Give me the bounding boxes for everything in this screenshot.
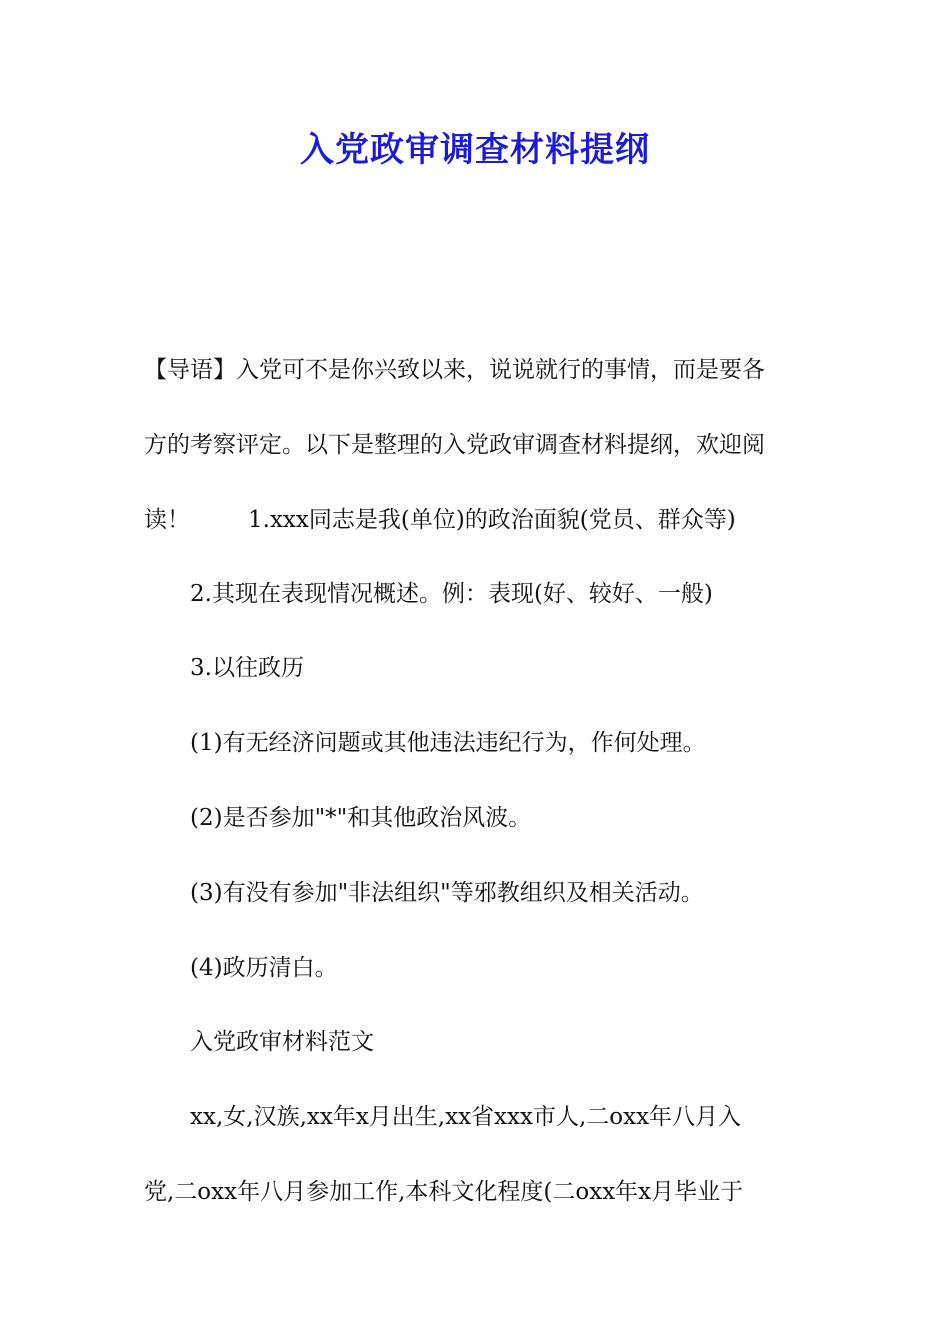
paragraph-sub-1: (1)有无经济问题或其他违法违纪行为，作何处理。: [190, 730, 706, 756]
intro-line-1: 【导语】入党可不是你兴致以来，说说就行的事情，而是要各: [144, 357, 765, 383]
intro-line-3: [144, 500, 814, 540]
document-title: 入党政审调查材料提纲: [300, 130, 650, 170]
sample-line-2: 党,二oxx年八月参加工作,本科文化程度(二oxx年x月毕业于: [144, 1179, 744, 1205]
sample-line-1: xx,女,汉族,xx年x月出生,xx省xxx市人,二oxx年八月入: [190, 1104, 742, 1130]
intro-line-3-text: 读！: [144, 507, 190, 533]
item-1: 1.xxx同志是我(单位)的政治面貌(党员、群众等): [248, 507, 736, 533]
section-heading-sample: 入党政审材料范文: [190, 1029, 374, 1055]
paragraph-sub-4: (4)政历清白。: [190, 955, 338, 981]
paragraph-sub-2: (2)是否参加"*"和其他政治风波。: [190, 805, 532, 831]
intro-line-2: 方的考察评定。以下是整理的入党政审调查材料提纲，欢迎阅: [144, 432, 765, 458]
paragraph-item-2: 2.其现在表现情况概述。例：表现(好、较好、一般): [190, 581, 713, 607]
paragraph-sub-3: (3)有没有参加"非法组织"等邪教组织及相关活动。: [190, 880, 704, 906]
paragraph-item-3: 3.以往政历: [190, 655, 304, 681]
